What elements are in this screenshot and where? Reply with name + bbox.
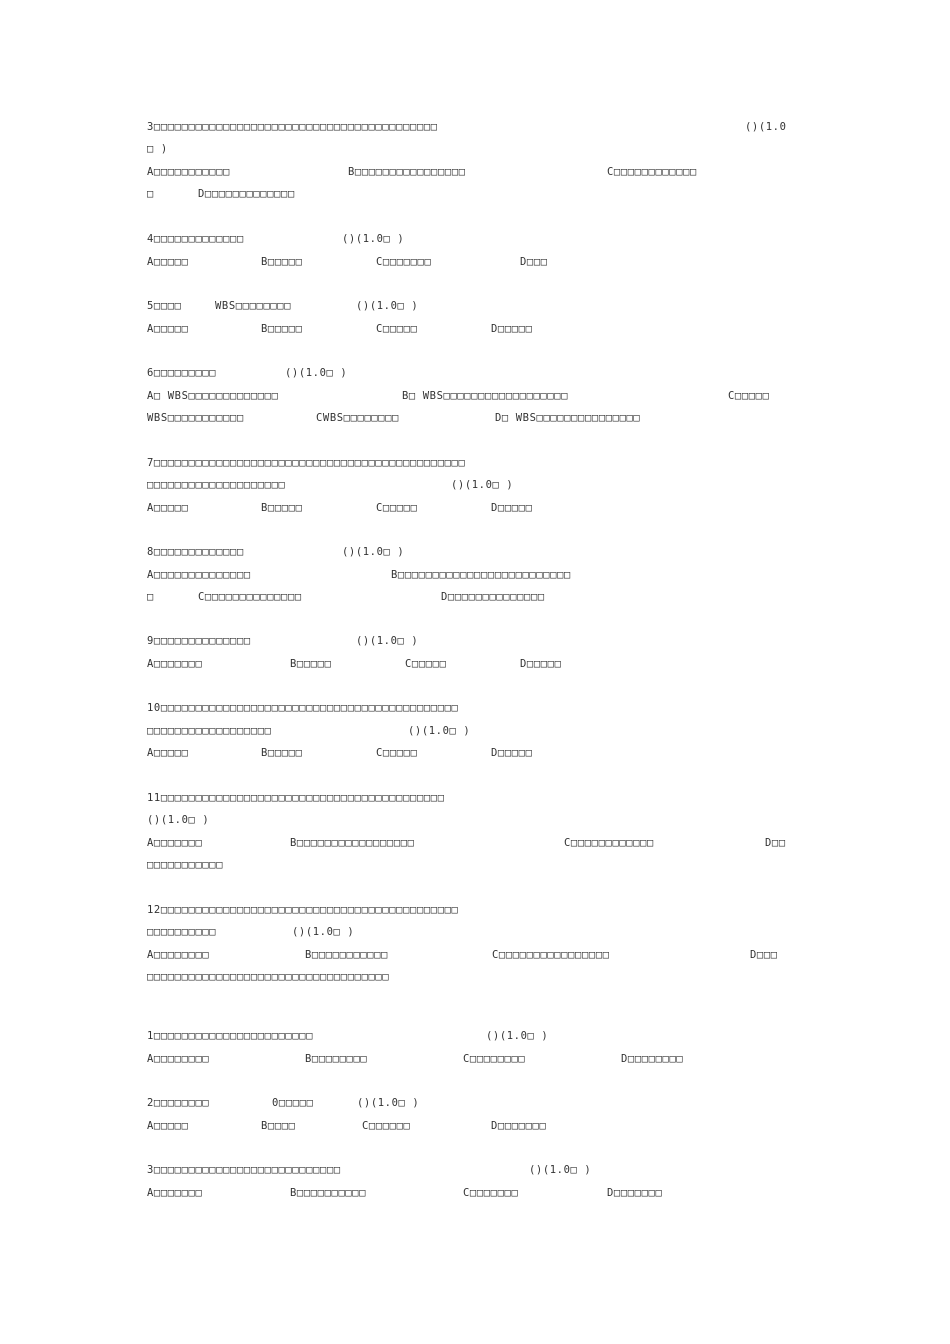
option-a: A□□□□□ (147, 323, 189, 335)
option-b: B□□□□□ (261, 502, 303, 514)
option-d: D□□□□□□□□□□□□□ (198, 188, 295, 200)
option-a: A□□□□□□□ (147, 658, 203, 670)
option-b: B□□□□□ (261, 323, 303, 335)
option-d: D□□□□□ (491, 502, 533, 514)
option-d: D□□□□□ (491, 747, 533, 759)
question-10-text-cont: □□□□□□□□□□□□□□□□□□ (147, 725, 272, 737)
question-s2-3-score: ()(1.0□ ) (529, 1164, 592, 1176)
option-a: A□□□□□□□□□□□ (147, 166, 231, 178)
question-5-score: ()(1.0□ ) (356, 300, 419, 312)
option-b: B□□□□□ (261, 256, 303, 268)
option-b: B□□□□□□□□□□□□□□□□□□□□□□□□□ (391, 569, 571, 581)
question-10-score: ()(1.0□ ) (408, 725, 471, 737)
option-b-cont: □ (147, 591, 154, 603)
question-7-text-cont: □□□□□□□□□□□□□□□□□□□□ (147, 479, 286, 491)
option-a: A□□□□□□□□□□□□□□ (147, 569, 251, 581)
option-c: C□□□□□ (376, 323, 418, 335)
question-7-text: 7□□□□□□□□□□□□□□□□□□□□□□□□□□□□□□□□□□□□□□□□□□□□□ (147, 457, 466, 469)
question-s2-1-text: 1□□□□□□□□□□□□□□□□□□□□□□□ (147, 1030, 314, 1042)
option-d: D□□□□□ (491, 323, 533, 335)
option-d: D□□□ (520, 256, 548, 268)
option-a: A□□□□□□□□ (147, 1053, 210, 1065)
option-c-cont: WBS□□□□□□□□□□□ (147, 412, 244, 424)
option-b: B□□□□□□□□□□□□□□□□ (348, 166, 466, 178)
option-b: B□□□□□□□□□□ (290, 1187, 367, 1199)
question-8-text: 8□□□□□□□□□□□□□ (147, 546, 244, 558)
question-11-text: 11□□□□□□□□□□□□□□□□□□□□□□□□□□□□□□□□□□□□□□□□□ (147, 792, 445, 804)
option-a: A□□□□□ (147, 256, 189, 268)
option-b: B□□□□□□□□□□□□□□□□□ (290, 837, 415, 849)
option-c: C□□□□□□□□□□□□ (564, 837, 654, 849)
question-3-text: 3□□□□□□□□□□□□□□□□□□□□□□□□□□□□□□□□□□□□□□□□□ (147, 121, 438, 133)
option-a: A□□□□□ (147, 502, 189, 514)
question-5-text: 5□□□□ (147, 300, 182, 312)
option-c: C□□□□□□□ (376, 256, 432, 268)
option-a: A□□□□□ (147, 1120, 189, 1132)
option-d: D□□□□□□□ (607, 1187, 663, 1199)
option-d: D□ WBS□□□□□□□□□□□□□□□ (495, 412, 641, 424)
option-c: C□□□□□ (376, 502, 418, 514)
question-8-score: ()(1.0□ ) (342, 546, 405, 558)
option-b: B□ WBS□□□□□□□□□□□□□□□□□□ (402, 390, 569, 402)
option-d-cont: □□□□□□□□□□□ (147, 859, 224, 871)
question-11-score: ()(1.0□ ) (147, 814, 210, 826)
question-s2-2-score: ()(1.0□ ) (357, 1097, 420, 1109)
question-6-text: 6□□□□□□□□□ (147, 367, 217, 379)
question-6-score: ()(1.0□ ) (285, 367, 348, 379)
option-d-cont: □□□□□□□□□□□□□□□□□□□□□□□□□□□□□□□□□□□ (147, 971, 390, 983)
option-a: A□ WBS□□□□□□□□□□□□□ (147, 390, 279, 402)
option-a: A□□□□□□□ (147, 1187, 203, 1199)
option-c-cont: □ (147, 188, 154, 200)
question-5-text-wbs: WBS□□□□□□□□ (215, 300, 292, 312)
option-a: A□□□□□□□ (147, 837, 203, 849)
question-s2-3-text: 3□□□□□□□□□□□□□□□□□□□□□□□□□□□ (147, 1164, 341, 1176)
question-12-text: 12□□□□□□□□□□□□□□□□□□□□□□□□□□□□□□□□□□□□□□□□□□□ (147, 904, 459, 916)
option-b: B□□□□□□□□□□□ (305, 949, 389, 961)
option-c: C□□□□□□ (362, 1120, 411, 1132)
option-a: A□□□□□□□□ (147, 949, 210, 961)
question-9-text: 9□□□□□□□□□□□□□□ (147, 635, 251, 647)
question-3-score: ()(1.0 (745, 121, 787, 133)
option-c: C□□□□□ (376, 747, 418, 759)
option-c: C□□□□□□□□ (463, 1053, 526, 1065)
option-c: C□□□□□□□□□□□□□□□□ (492, 949, 610, 961)
question-4-text: 4□□□□□□□□□□□□□ (147, 233, 244, 245)
option-a: A□□□□□ (147, 747, 189, 759)
question-s2-2-text-cont: 0□□□□□ (272, 1097, 314, 1109)
option-d: D□□□□□□□ (491, 1120, 547, 1132)
question-12-text-cont: □□□□□□□□□□ (147, 926, 217, 938)
option-c: C□□□□□ (728, 390, 770, 402)
option-c: C□□□□□□□ (463, 1187, 519, 1199)
question-s2-1-score: ()(1.0□ ) (486, 1030, 549, 1042)
option-c: C□□□□□□□□□□□□ (607, 166, 697, 178)
option-c: C□□□□□ (405, 658, 447, 670)
question-10-text: 10□□□□□□□□□□□□□□□□□□□□□□□□□□□□□□□□□□□□□□□□□□□ (147, 702, 459, 714)
option-d: D□□ (765, 837, 786, 849)
question-4-score: ()(1.0□ ) (342, 233, 405, 245)
option-d: D□□□□□ (520, 658, 562, 670)
question-9-score: ()(1.0□ ) (356, 635, 419, 647)
option-c-cont2: CWBS□□□□□□□□ (316, 412, 400, 424)
option-b: B□□□□ (261, 1120, 296, 1132)
option-c: C□□□□□□□□□□□□□□ (198, 591, 302, 603)
option-b: B□□□□□ (290, 658, 332, 670)
option-b: B□□□□□□□□ (305, 1053, 368, 1065)
question-12-score: ()(1.0□ ) (292, 926, 355, 938)
option-d: D□□□□□□□□□□□□□□ (441, 591, 545, 603)
option-b: B□□□□□ (261, 747, 303, 759)
question-3-score-cont: □ ) (147, 143, 168, 155)
option-d: D□□□ (750, 949, 778, 961)
question-7-score: ()(1.0□ ) (451, 479, 514, 491)
option-d: D□□□□□□□□ (621, 1053, 684, 1065)
question-s2-2-text: 2□□□□□□□□ (147, 1097, 210, 1109)
